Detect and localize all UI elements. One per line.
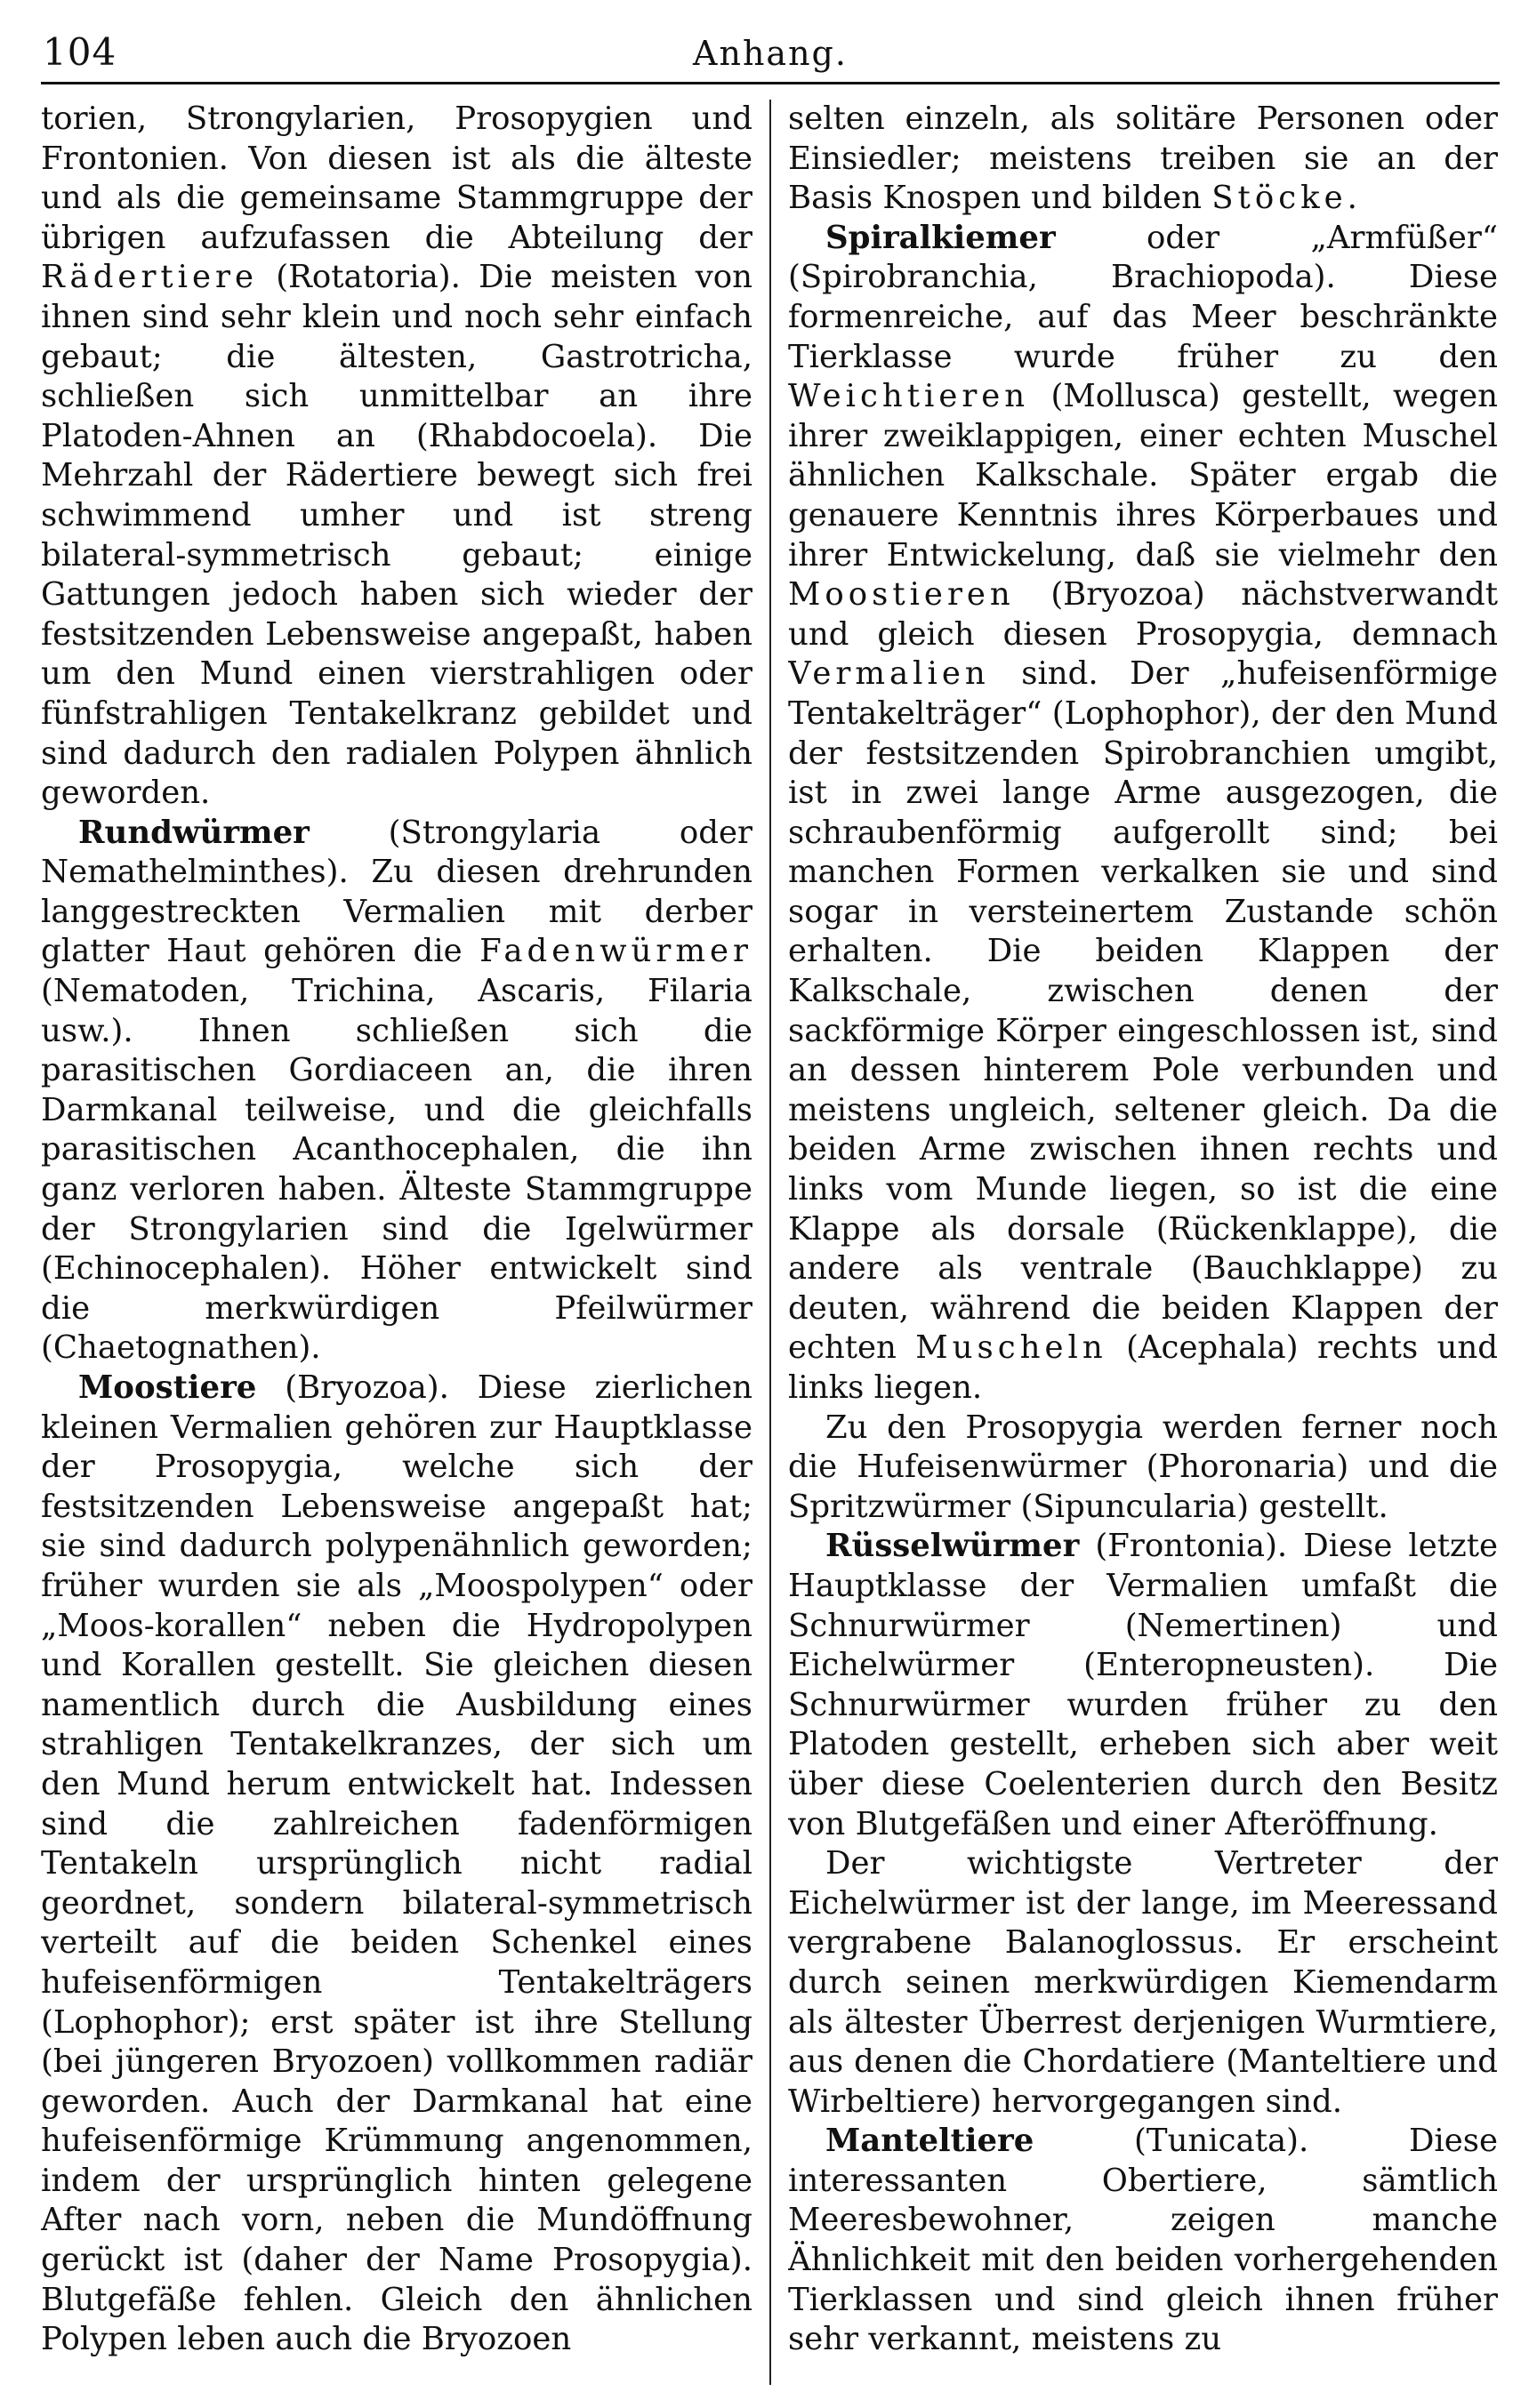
paragraph-spiralkiemer: Spiralkiemer oder „Armfüßer“ (Spirobranchia, Brachiopoda). Diese formenreiche, auf das Meer beschränkte Tierklasse wurde früher zu den Weichtieren (Mollusca) gestellt, wegen ihrer zweiklappigen, einer echten Muschel ähnlichen Kalkschale. Später ergab die genauere Kenntnis ihres Körperbaues und ihrer Entwickelung, daß sie vielmehr den Moostieren (Bryozoa) nächstverwandt und gleich diesen Prosopygia, demnach Vermalien sind. Der „hufeisenförmige Tentakelträger“ (Lophophor), der den Mund der festsitzenden Spirobranchien umgibt, ist in zwei lange Arme ausgezogen, die schraubenförmig aufgerollt sind; bei manchen Formen verkalken sie und sind sogar in versteinertem Zustande schön erhalten. Die beiden Klappen der Kalkschale, zwischen denen der sackförmige Körper eingeschlossen ist, sind an dessen hinterem Pole verbunden und meistens ungleich, seltener gleich. Da die beiden Arme zwischen ihnen rechts und links vom Munde liegen, so ist die eine Klappe als dorsale (Rückenklappe), die andere als ventrale (Bauchklappe) zu deuten, während die beiden Klappen der echten Muscheln (Acephala) rechts und links liegen. xyxy=(788,219,1498,1406)
right-column xyxy=(788,100,1498,2394)
section-heading-spiralkiemer: Spiralkiemer xyxy=(825,219,1056,256)
page-number: 104 xyxy=(43,30,117,74)
paragraph-manteltiere: Manteltiere (Tunicata). Diese interessanten Obertiere, sämtlich Meeresbewohner, zeigen manche Ähnlichkeit mit den beiden vorhergehenden Tierklassen und sind gleich ihnen früher sehr verkannt, meistens zu xyxy=(788,2123,1498,2358)
paragraph-eichelwuermer: Der wichtigste Vertreter der Eichelwürmer ist der lange, im Meeressand vergrabene Balanoglossus. Er erscheint durch seinen merkwürdigen Kiemendarm als ältester Überrest derjenigen Wurmtiere, aus denen die Chordatiere (Manteltiere und Wirbeltiere) hervorgegangen sind. xyxy=(788,1845,1498,2120)
left-column xyxy=(41,100,752,2394)
term-weichtieren: Weichtieren xyxy=(788,378,1030,415)
term-vermalien: Vermalien xyxy=(788,655,990,693)
term-stoecke: Stöcke xyxy=(1211,180,1348,217)
paragraph-moostiere: Moostiere (Bryozoa). Diese zierlichen kleinen Vermalien gehören zur Hauptklasse der Prosopygia, welche sich der festsitzenden Lebensweise angepaßt hat; sie sind dadurch polypenähnlich geworden; früher wurden sie als „Moospolypen“ oder „Moos-korallen“ neben die Hydropolypen und Korallen gestellt. Sie gleichen diesen namentlich durch die Ausbildung eines strahligen Tentakelkranzes, der sich um den Mund herum entwickelt hat. Indessen sind die zahlreichen fadenförmigen Tentakeln ursprünglich nicht radial geordnet, sondern bilateral-symmetrisch verteilt auf die beiden Schenkel eines hufeisenförmigen Tentakelträgers (Lophophor); erst später ist ihre Stellung (bei jüngeren Bryozoen) vollkommen radiär geworden. Auch der Darmkanal hat eine hufeisenförmige Krümmung angenommen, indem der ursprünglich hinten gelegene After nach vorn, neben die Mundöffnung gerückt ist (daher der Name Prosopygia). Blutgefäße fehlen. Gleich den ähnlichen Polypen leben auch die Bryozoen xyxy=(41,1369,752,2358)
paragraph-ruesselwuermer: Rüsselwürmer (Frontonia). Diese letzte Hauptklasse der Vermalien umfaßt die Schnurwürmer (Nemertinen) und Eichelwürmer (Enteropneusten). Die Schnurwürmer wurden früher zu den Platoden gestellt, erheben sich aber weit über diese Coelenterien durch den Besitz von Blutgefäßen und einer Afteröffnung. xyxy=(788,1528,1498,1842)
term-raedertiere: Rädertiere xyxy=(41,259,259,296)
section-heading-moostiere: Moostiere xyxy=(78,1369,257,1406)
column-divider xyxy=(769,100,771,2385)
paragraph-continuation: selten einzeln, als solitäre Personen oder Einsiedler; meistens treiben sie an der Basis Knospen und bilden Stöcke. xyxy=(788,100,1498,217)
term-muscheln: Muscheln xyxy=(915,1329,1107,1367)
section-heading-ruesselwuermer: Rüsselwürmer xyxy=(825,1528,1080,1565)
section-heading-manteltiere: Manteltiere xyxy=(825,2123,1034,2160)
running-title: Anhang. xyxy=(693,34,848,73)
paragraph-raedertiere: torien, Strongylarien, Prosopygien und Frontonien. Von diesen ist als die älteste und als die gemeinsame Stammgruppe der übrigen aufzufassen die Abteilung der Rädertiere (Rotatoria). Die meisten von ihnen sind sehr klein und noch sehr einfach gebaut; die ältesten, Gastrotricha, schließen sich unmittelbar an ihre Platoden-Ahnen an (Rhabdocoela). Die Mehrzahl der Rädertiere bewegt sich frei schwimmend umher und ist streng bilateral-symmetrisch gebaut; einige Gattungen jedoch haben sich wieder der festsitzenden Lebensweise angepaßt, haben um den Mund einen vierstrahligen oder fünfstrahligen Tentakelkranz gebildet und sind dadurch den radialen Polypen ähnlich geworden. xyxy=(41,100,752,812)
term-moostieren: Moostieren xyxy=(788,576,1015,614)
paragraph-prosopygia: Zu den Prosopygia werden ferner noch die Hufeisenwürmer (Phoronaria) und die Spritzwürmer (Sipuncularia) gestellt. xyxy=(788,1409,1498,1525)
term-fadenwuermer: Fadenwürmer xyxy=(479,933,752,970)
paragraph-rundwuermer: Rundwürmer (Strongylaria oder Nemathelminthes). Zu diesen drehrunden langgestreckten Vermalien mit derber glatter Haut gehören die Fadenwürmer (Nematoden, Trichina, Ascaris, Filaria usw.). Ihnen schließen sich die parasitischen Gordiaceen an, die ihren Darmkanal teilweise, und die gleichfalls parasitischen Acanthocephalen, die ihn ganz verloren haben. Älteste Stammgruppe der Strongylarien sind die Igelwürmer (Echinocephalen). Höher entwickelt sind die merkwürdigen Pfeilwürmer (Chaetognathen). xyxy=(41,814,752,1367)
page-header xyxy=(41,28,1500,84)
section-heading-rundwuermer: Rundwürmer xyxy=(78,814,310,851)
